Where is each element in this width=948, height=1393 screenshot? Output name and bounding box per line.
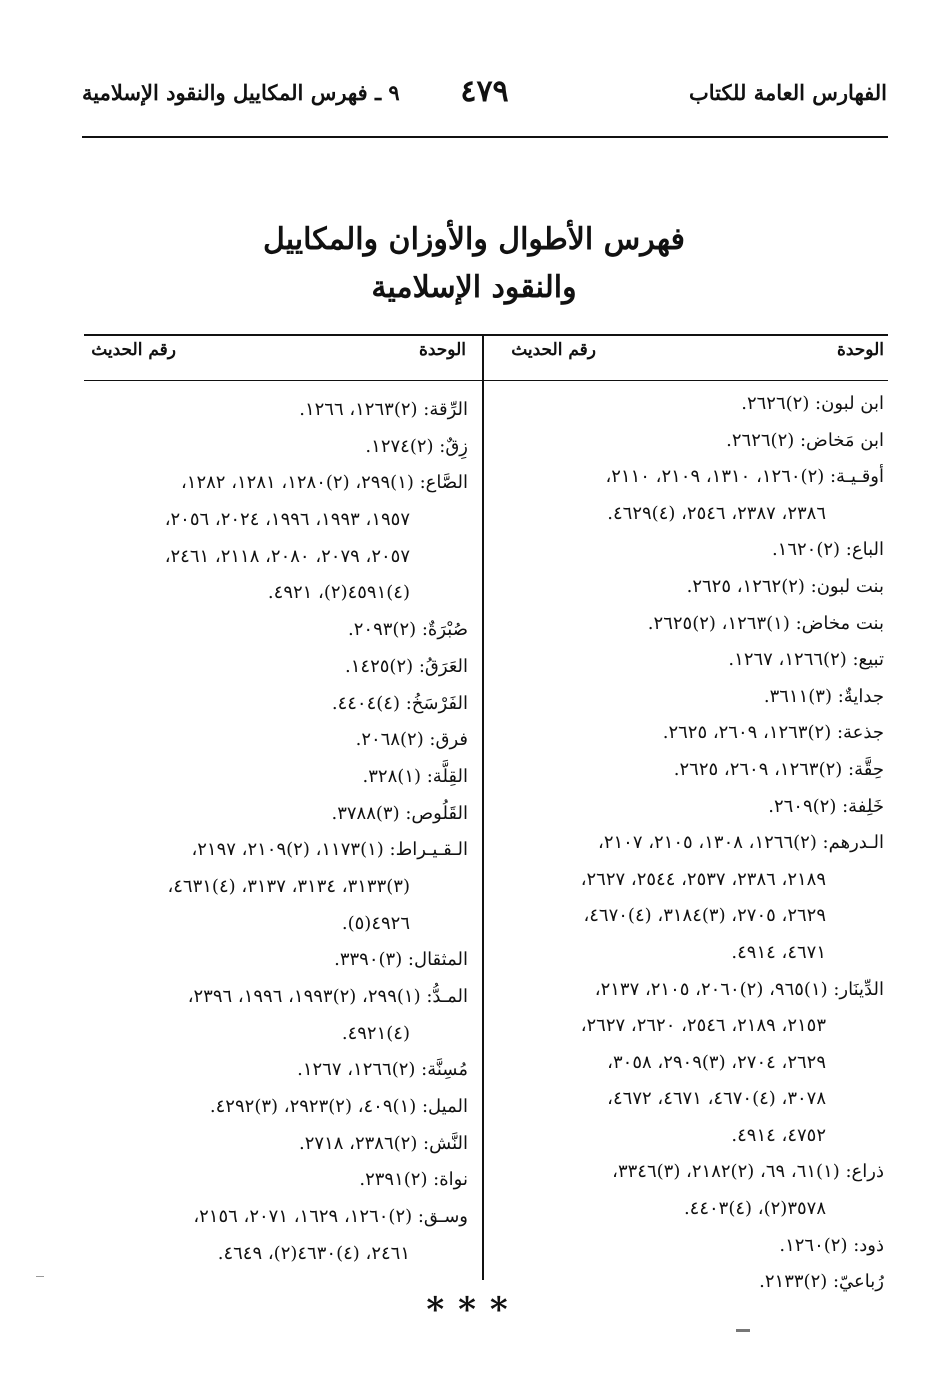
entry-line: ٢٠٥٧، ٢٠٧٩، ٢٠٨٠، ٢١١٨، ٢٤٦١، xyxy=(164,545,410,567)
entry-line: الـقـيـراط: (١)١١٧٣، (٢)٢١٠٩، ٢١٩٧، xyxy=(191,839,468,861)
entry-line: الباع: (٢)١٦٢٠. xyxy=(771,539,884,561)
entry-line: ٢٦٢٩، ٢٧٠٤، (٣)٢٩٠٩، ٣٠٥٨، xyxy=(607,1051,826,1073)
left-column-entries xyxy=(84,392,468,1273)
entry-line: حِقَّة: (٢)١٢٦٣، ٢٦٠٩، ٢٦٢٥. xyxy=(673,758,884,780)
header-rule xyxy=(82,136,888,138)
entry-line: أوقـيـة: (٢)١٢٦٠، ١٣١٠، ٢١٠٩، ٢١١٠، xyxy=(605,466,884,488)
entry-line: جذعة: (٢)١٢٦٣، ٢٦٠٩، ٢٦٢٥. xyxy=(662,722,884,744)
entry-line: ٢١٨٩، ٢٣٨٦، ٢٥٣٧، ٢٥٤٤، ٢٦٢٧، xyxy=(580,868,826,890)
entry-line: خَلِفة: (٢)٢٦٠٩. xyxy=(768,795,884,817)
entry-line: القِلَّة: (١)٣٢٨. xyxy=(362,765,468,787)
entry-line: المـدُّ: (١)٢٩٩، (٢)١٩٩٣، ١٩٩٦، ٢٣٩٦، xyxy=(187,986,468,1007)
header-section-title: ٩ ـ فهرس المكاييل والنقود الإسلامية xyxy=(82,80,400,105)
entry-line: ٢٤٦١، (٤)٤٦٣٠(٢)، ٤٦٤٩. xyxy=(217,1242,410,1264)
entry-line: ١٩٥٧، ١٩٩٣، ١٩٩٦، ٢٠٢٤، ٢٠٥٦، xyxy=(164,509,410,531)
entry-line: زِقٌ: (٢)١٢٧٤. xyxy=(365,435,468,457)
left-column-unit-heading: الوحدة xyxy=(418,340,466,360)
right-column-entries xyxy=(498,386,884,1301)
entry-line: (٤)٤٩٢١. xyxy=(341,1022,410,1044)
entry-line: الصَّاع: (١)٢٩٩، (٢)١٢٨٠، ١٢٨١، ١٢٨٢، xyxy=(180,472,468,494)
entry-line: نواة: (٢)٢٣٩١. xyxy=(359,1169,468,1191)
column-divider xyxy=(482,334,484,1280)
entry-line: الدِّينَار: (١)٩٦٥، (٢)٢٠٦٠، ٢١٠٥، ٢١٣٧، xyxy=(594,978,884,1000)
entry-line: ٣٠٧٨، (٤)٤٦٧٠، ٤٦٧١، ٤٦٧٢، xyxy=(607,1088,826,1110)
table-header-rule xyxy=(84,380,888,381)
running-header xyxy=(82,72,887,132)
entry-line: وسـق: (٢)١٢٦٠، ١٦٢٩، ٢٠٧١، ٢١٥٦، xyxy=(193,1206,468,1228)
entry-line: ٤٧٥٢، ٤٩١٤. xyxy=(731,1124,826,1146)
entry-line: ٢١٥٣، ٢١٨٩، ٢٥٤٦، ٢٦٢٠، ٢٦٢٧، xyxy=(580,1015,826,1037)
entry-line: بنت مخاض: (١)١٢٦٣، (٢)٢٦٢٥. xyxy=(647,612,884,634)
entry-line: المثقال: (٣)٣٣٩٠. xyxy=(334,949,468,971)
page-title-line-2: والنقود الإسلامية xyxy=(371,270,577,305)
entry-line: جدايةٌ: (٣)٣٦١١. xyxy=(763,685,884,707)
entry-line: مُسِنَّة: (٢)١٢٦٦، ١٢٦٧. xyxy=(297,1059,468,1081)
entry-line: فرق: (٢)٢٠٦٨. xyxy=(355,729,468,751)
entry-line: ابن مَخاض: (٢)٢٦٢٦. xyxy=(726,429,884,451)
entry-line: رُباعيّ: (٢)٢١٣٣. xyxy=(759,1271,884,1293)
page-number: ٤٧٩ xyxy=(460,74,509,109)
section-end-asterisks: *** xyxy=(426,1290,522,1330)
entry-line: الميل: (١)٤٠٩، (٢)٢٩٢٣، (٣)٤٢٩٢. xyxy=(209,1096,468,1118)
entry-line: الفَرْسَخُ: (٤)٤٤٠٤. xyxy=(331,692,468,714)
margin-mark xyxy=(36,1276,44,1277)
header-book-title: الفهارس العامة للكتاب xyxy=(688,80,887,105)
entry-line: ٤٦٧١، ٤٩١٤. xyxy=(731,941,826,963)
right-column-hadith-heading: رقم الحديث xyxy=(511,340,596,360)
right-column-unit-heading: الوحدة xyxy=(836,340,884,360)
entry-line: ٢٦٢٩، ٢٧٠٥، (٣)٣١٨٤، (٤)٤٦٧٠، xyxy=(583,905,826,927)
entry-line: تبيع: (٢)١٢٦٦، ١٢٦٧. xyxy=(728,649,884,671)
entry-line: القَلُوص: (٣)٣٧٨٨. xyxy=(331,802,468,824)
entry-line: الـدرهم: (٢)١٢٦٦، ١٣٠٨، ٢١٠٥، ٢١٠٧، xyxy=(598,832,884,854)
left-column-hadith-heading: رقم الحديث xyxy=(91,340,176,360)
entry-line: ٣٥٧٨(٢)، (٤)٤٤٠٣. xyxy=(683,1198,826,1220)
entry-line: (٣)٣١٣٣، ٣١٣٤، ٣١٣٧، (٤)٤٦٣١، xyxy=(167,875,410,897)
table-top-rule xyxy=(84,334,888,336)
entry-line: الرِّقة: (٢)١٢٦٣، ١٢٦٦. xyxy=(299,399,468,420)
entry-line: بنت لبون: (٢)١٢٦٢، ٢٦٢٥. xyxy=(686,575,884,597)
entry-line: العَرَقُ: (٢)١٤٢٥. xyxy=(345,655,468,677)
entry-line: صُبْرَةٌ: (٢)٢٠٩٣. xyxy=(348,619,468,641)
page-title-line-1: فهرس الأطوال والأوزان والمكاييل xyxy=(262,222,686,257)
entry-line: ابن لبون: (٢)٢٦٢٦. xyxy=(741,393,884,414)
entry-line: ٤٩٢٦(٥). xyxy=(341,912,410,934)
entry-line: ذود: (٢)١٢٦٠. xyxy=(779,1234,884,1256)
print-mark xyxy=(736,1329,750,1332)
entry-line: النَّش: (٢)٢٣٨٦، ٢٧١٨. xyxy=(299,1132,468,1154)
entry-line: ٢٣٨٦، ٢٣٨٧، ٢٥٤٦، (٤)٤٦٢٩. xyxy=(607,502,826,524)
entry-line: ذراع: (١)٦١، ٦٩، (٢)٢١٨٢، (٣)٣٣٤٦، xyxy=(612,1161,884,1183)
entry-line: (٤)٤٥٩١(٢)، ٤٩٢١. xyxy=(267,582,410,604)
